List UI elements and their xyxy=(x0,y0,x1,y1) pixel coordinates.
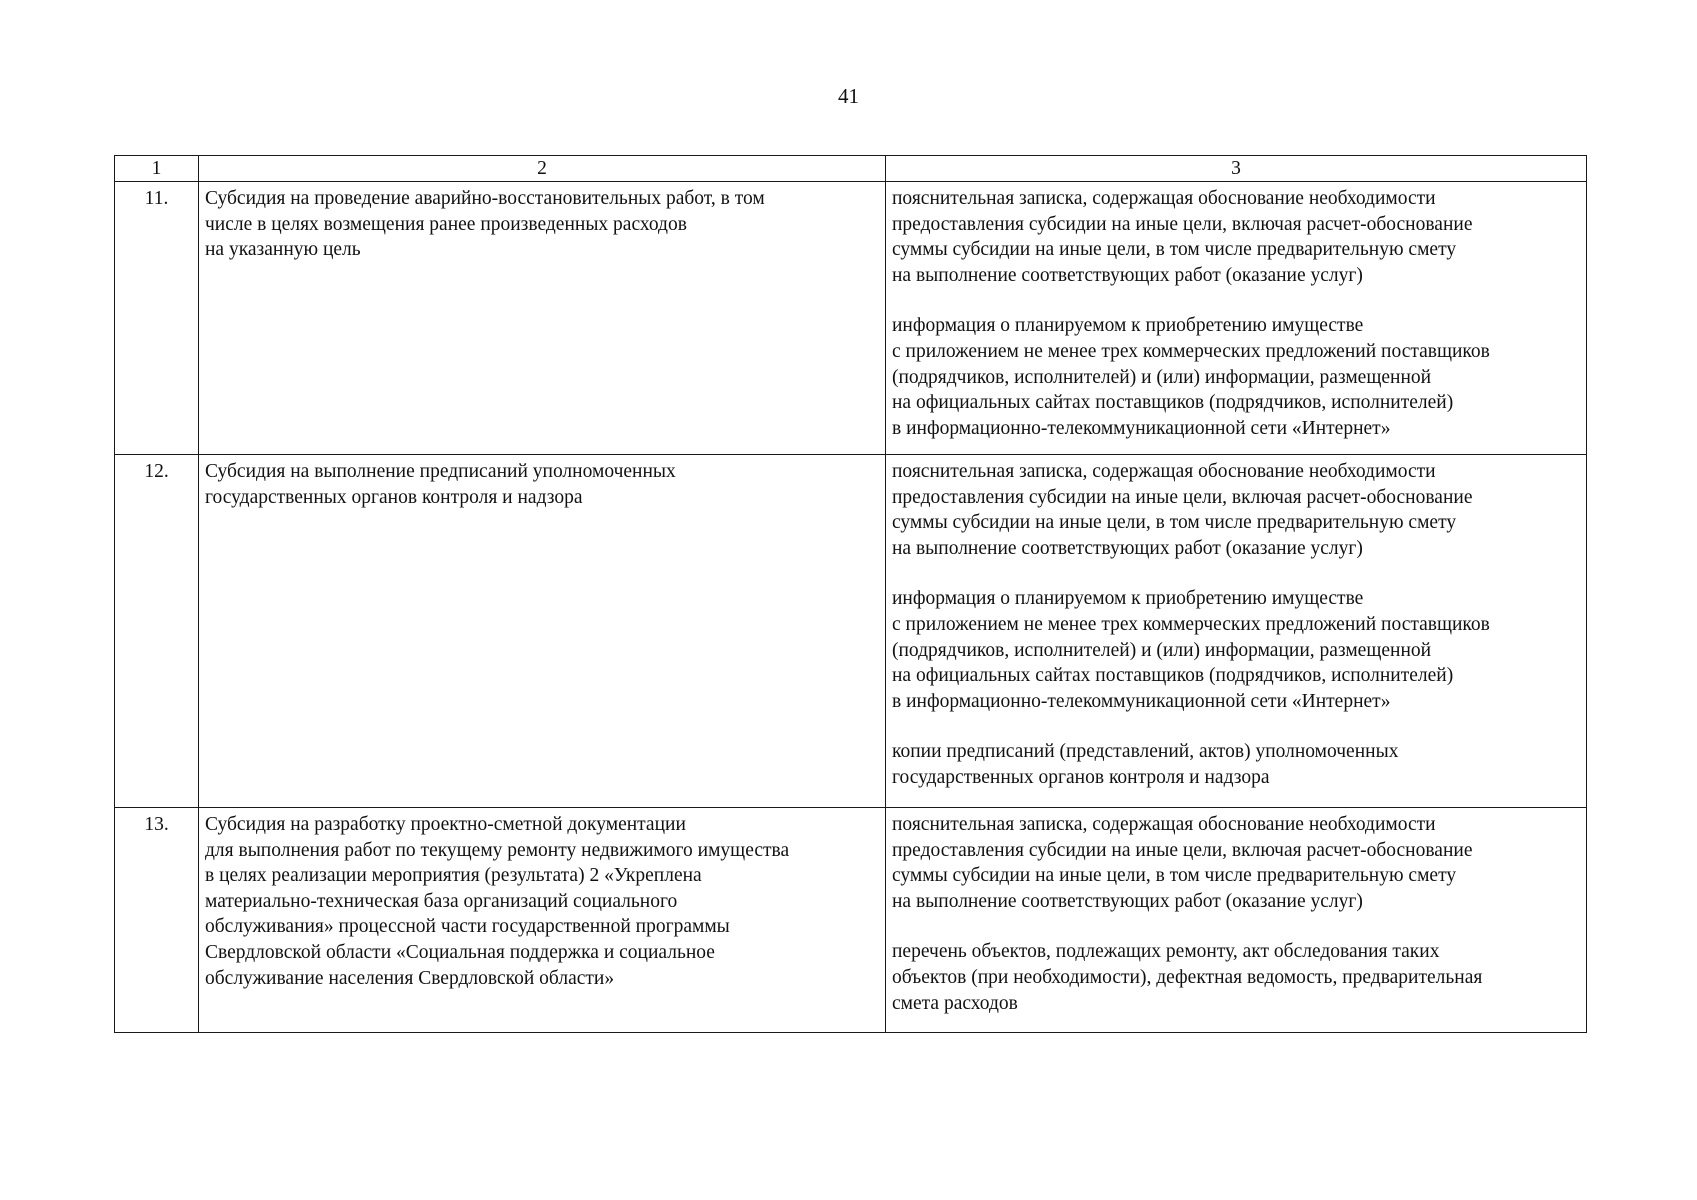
text-line: на указанную цель xyxy=(205,239,361,261)
text-line: пояснительная записка, содержащая обоснование необходимости xyxy=(892,188,1436,209)
text-line: суммы субсидии на иные цели, в том числе предварительную смету xyxy=(892,865,1457,887)
text-line: (подрядчиков, исполнителей) и (или) информации, размещенной xyxy=(892,366,1432,388)
text-line: на официальных сайтах поставщиков (подрядчиков, исполнителей) xyxy=(892,392,1454,414)
document-item xyxy=(892,586,1580,714)
subsidy-name xyxy=(199,808,886,1033)
text-line: Субсидия на разработку проектно-сметной документации xyxy=(205,814,686,835)
row-number: 12. xyxy=(115,455,199,808)
text-line: на выполнение соответствующих работ (оказание услуг) xyxy=(892,264,1363,286)
document-item xyxy=(892,812,1580,914)
text-line: предоставления субсидии на иные цели, включая расчет-обоснование xyxy=(892,486,1473,508)
subsidy-text xyxy=(205,459,879,510)
document-item xyxy=(892,739,1580,790)
text-line: государственных органов контроля и надзора xyxy=(892,766,1270,788)
required-documents xyxy=(886,182,1587,455)
document-item xyxy=(892,939,1580,1016)
column-header-2: 2 xyxy=(199,156,886,182)
text-line: на выполнение соответствующих работ (оказание услуг) xyxy=(892,890,1363,912)
subsidy-text xyxy=(205,186,879,263)
text-line: обслуживания» процессной части государственной программы xyxy=(205,916,730,938)
text-line: на выполнение соответствующих работ (оказание услуг) xyxy=(892,537,1363,559)
text-line: в информационно-телекоммуникационной сети «Интернет» xyxy=(892,690,1391,712)
subsidy-text xyxy=(205,812,879,991)
table-row xyxy=(115,182,1587,455)
column-header-1: 1 xyxy=(115,156,199,182)
required-documents xyxy=(886,808,1587,1033)
text-line: для выполнения работ по текущему ремонту недвижимого имущества xyxy=(205,839,790,861)
document-item xyxy=(892,313,1580,441)
row-number: 13. xyxy=(115,808,199,1033)
text-line: государственных органов контроля и надзора xyxy=(205,486,583,508)
subsidy-name xyxy=(199,455,886,808)
text-line: материально-техническая база организаций социального xyxy=(205,890,678,912)
text-line: Свердловской области «Социальная поддержка и социальное xyxy=(205,941,715,963)
text-line: копии предписаний (представлений, актов) уполномоченных xyxy=(892,741,1399,763)
text-line: информация о планируемом к приобретению имуществе xyxy=(892,315,1364,337)
document-item xyxy=(892,186,1580,288)
text-line: перечень объектов, подлежащих ремонту, акт обследования таких xyxy=(892,941,1440,963)
text-line: в информационно-телекоммуникационной сети «Интернет» xyxy=(892,417,1391,439)
subsidy-name xyxy=(199,182,886,455)
text-line: предоставления субсидии на иные цели, включая расчет-обоснование xyxy=(892,213,1473,235)
text-line: на официальных сайтах поставщиков (подрядчиков, исполнителей) xyxy=(892,665,1454,687)
text-line: в целях реализации мероприятия (результата) 2 «Укреплена xyxy=(205,865,702,887)
text-line: пояснительная записка, содержащая обоснование необходимости xyxy=(892,461,1436,482)
table-row xyxy=(115,808,1587,1033)
table-row xyxy=(115,455,1587,808)
text-line: с приложением не менее трех коммерческих предложений поставщиков xyxy=(892,340,1490,362)
text-line: обслуживание населения Свердловской области» xyxy=(205,967,615,989)
text-line: информация о планируемом к приобретению имуществе xyxy=(892,588,1364,610)
text-line: пояснительная записка, содержащая обоснование необходимости xyxy=(892,814,1436,835)
row-number: 11. xyxy=(115,182,199,455)
text-line: объектов (при необходимости), дефектная ведомость, предварительная xyxy=(892,966,1483,988)
text-line: смета расходов xyxy=(892,992,1018,1014)
document-item xyxy=(892,459,1580,561)
text-line: Субсидия на выполнение предписаний уполномоченных xyxy=(205,461,676,482)
text-line: Субсидия на проведение аварийно-восстановительных работ, в том xyxy=(205,188,765,209)
text-line: с приложением не менее трех коммерческих предложений поставщиков xyxy=(892,613,1490,635)
text-line: суммы субсидии на иные цели, в том числе предварительную смету xyxy=(892,239,1457,261)
column-header-3: 3 xyxy=(886,156,1587,182)
documents-table xyxy=(114,155,1587,1033)
header-row xyxy=(115,156,1587,182)
text-line: предоставления субсидии на иные цели, включая расчет-обоснование xyxy=(892,839,1473,861)
required-documents xyxy=(886,455,1587,808)
text-line: суммы субсидии на иные цели, в том числе предварительную смету xyxy=(892,512,1457,534)
page-number: 41 xyxy=(838,84,859,108)
text-line: (подрядчиков, исполнителей) и (или) информации, размещенной xyxy=(892,639,1432,661)
text-line: числе в целях возмещения ранее произведенных расходов xyxy=(205,213,687,235)
